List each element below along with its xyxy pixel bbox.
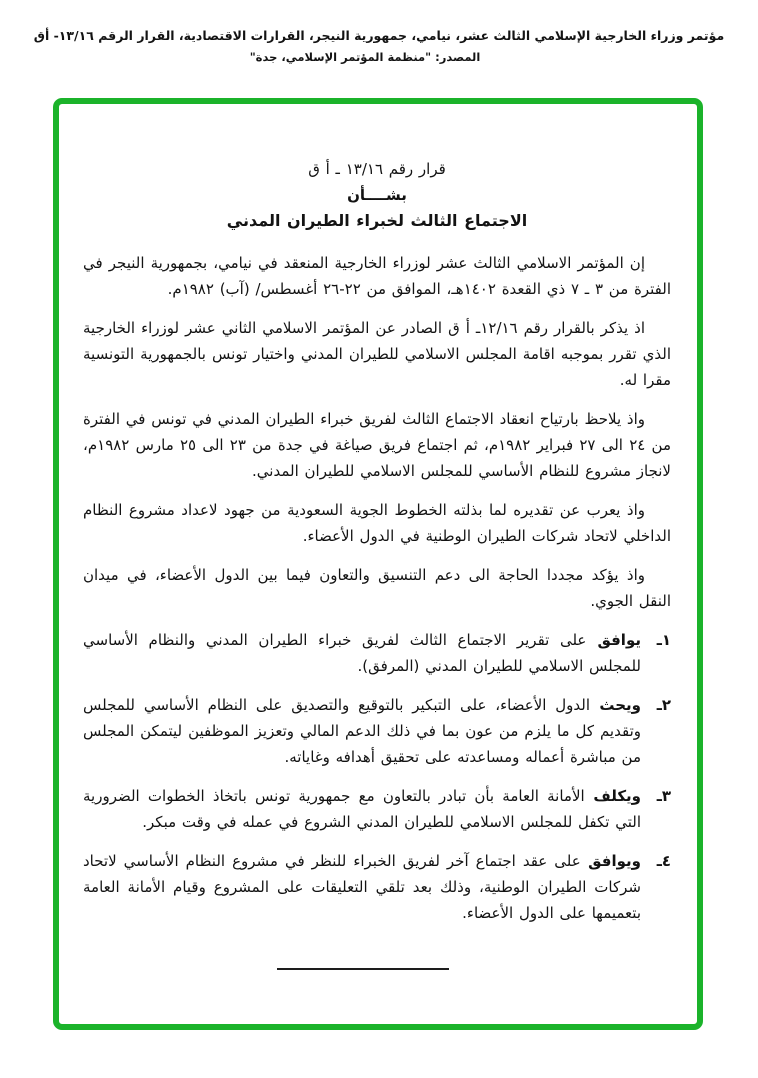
end-divider <box>277 968 449 970</box>
document-border-frame <box>53 98 703 1030</box>
title-regarding: بشــــأن <box>347 186 407 204</box>
item-lead-word: ويحث <box>590 696 641 714</box>
document-body <box>59 104 697 970</box>
header-source: المصدر: "منظمة المؤتمر الإسلامي، جدة" <box>249 50 481 64</box>
item-lead-word: ويكلف <box>584 787 642 805</box>
preamble-paragraph: اذ يذكر بالقرار رقم ١٢/١٦ـ أ ق الصادر عن المؤتمر الاسلامي الثاني عشر لوزراء الخارجية الذي تقرر بموجبه اقامة المجلس الاسلامي للطيران المدني واختيار تونس بالجمهورية التونسية مقرا له. <box>83 319 671 389</box>
preamble-paragraphs <box>83 250 671 614</box>
preamble-paragraph: واذ يعرب عن تقديره لما بذلته الخطوط الجوية السعودية من جهود لاعداد مشروع النظام الداخلي لاتحاد شركات الطيران الوطنية في الدول الأعضاء. <box>83 501 671 545</box>
preamble-paragraph: إن المؤتمر الاسلامي الثالث عشر لوزراء الخارجية المنعقد في نيامي، بجمهورية النيجر في الفترة من ٣ ـ ٧ ذي القعدة ١٤٠٢هـ، الموافق من ٢٢-٢٦ أغسطس/ (آب) ١٩٨٢م. <box>83 254 671 298</box>
document-title: الاجتماع الثالث لخبراء الطيران المدني <box>226 211 528 230</box>
preamble-paragraph: واذ يلاحظ بارتياح انعقاد الاجتماع الثالث لفريق خبراء الطيران المدني في تونس في الفترة من ٢٤ الى ٢٧ فبراير ١٩٨٢م، ثم اجتماع فريق صياغة في جدة من ٢٣ الى ٢٥ مارس ١٩٨٢م، لانجاز مشروع للنظام الأساسي للمجلس الاسلامي للطيران المدني. <box>83 410 671 480</box>
item-text: الأمانة العامة بأن تبادر بالتعاون مع جمهورية تونس باتخاذ الخطوات الضرورية التي تكفل للمجلس الاسلامي للطيران المدني الشروع في عمله في وقت مبكر. <box>83 787 641 831</box>
title-block <box>83 156 671 234</box>
resolution-number: قرار رقم ١٣/١٦ ـ أ ق <box>308 160 446 178</box>
preamble-paragraph: واذ يؤكد مجددا الحاجة الى دعم التنسيق والتعاون فيما بين الدول الأعضاء، في ميدان النقل الجوي. <box>83 566 671 610</box>
item-text: على عقد اجتماع آخر لفريق الخبراء للنظر في مشروع النظام الأساسي لاتحاد شركات الطيران الوطنية، وذلك بعد تلقي التعليقات على المشروع وقيام الأمانة العامة بتعميمها على الدول الأعضاء. <box>83 852 641 922</box>
item-lead-word: ويوافق <box>580 852 641 870</box>
item-text: على تقرير الاجتماع الثالث لفريق خبراء الطيران المدني والنظام الأساسي للمجلس الاسلامي للطيران المدني (المرفق). <box>83 631 641 675</box>
item-number: ٤ـ <box>656 852 671 870</box>
item-lead-word: يوافق <box>586 631 641 649</box>
document-header <box>0 28 758 64</box>
item-text: الدول الأعضاء، على التبكير بالتوقيع والتصديق على النظام الأساسي للمجلس وتقديم كل ما يلزم من عون بما في ذلك الدعم المالي وتعزيز الموظفين ليتمكن المجلس من مباشرة أعماله ومساعدته على تحقيق أهدافه وغاياته. <box>83 696 641 766</box>
resolution-item <box>83 692 671 770</box>
resolution-item <box>83 783 671 835</box>
item-number: ٣ـ <box>656 787 671 805</box>
resolution-item <box>83 627 671 679</box>
header-citation: مؤتمر وزراء الخارجية الإسلامي الثالث عشر، نيامي، جمهورية النيجر، القرارات الاقتصادية، القرار الرقم ١٣/١٦- أق <box>33 28 725 43</box>
item-number: ٢ـ <box>656 696 671 714</box>
item-number: ١ـ <box>656 631 671 649</box>
resolution-item <box>83 848 671 926</box>
resolution-items <box>83 627 671 926</box>
